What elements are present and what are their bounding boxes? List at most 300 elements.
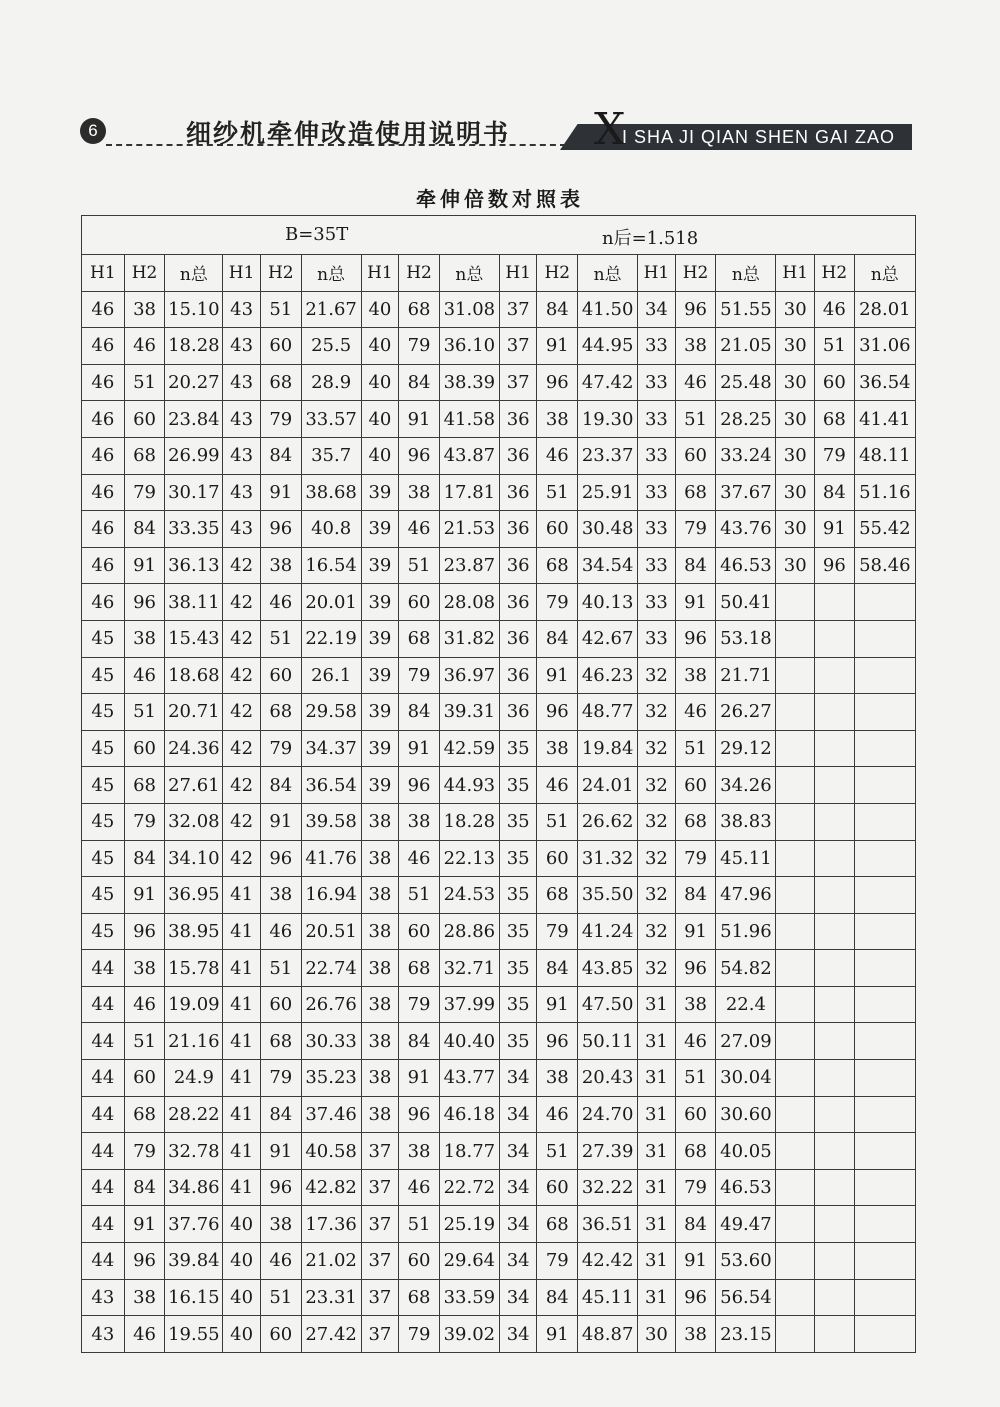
table-cell: 60 — [537, 840, 578, 877]
table-cell — [776, 1169, 815, 1206]
table-cell: 43 — [223, 328, 261, 365]
table-cell: 42.59 — [439, 730, 499, 767]
table-cell: 42.82 — [301, 1169, 361, 1206]
table-cell: 36.54 — [854, 364, 915, 401]
table-cell: 38 — [537, 401, 578, 438]
table-cell: 79 — [399, 657, 440, 694]
table-cell: 40 — [361, 328, 399, 365]
table-cell: 32 — [638, 803, 676, 840]
table-cell: 25.19 — [439, 1206, 499, 1243]
column-header: H2 — [124, 255, 165, 292]
table-cell: 46 — [260, 1243, 301, 1280]
table-cell: 46 — [124, 657, 165, 694]
table-cell: 33 — [638, 474, 676, 511]
table-cell: 68 — [537, 1206, 578, 1243]
table-cell — [854, 877, 915, 914]
table-cell: 33 — [638, 584, 676, 621]
table-cell — [815, 730, 855, 767]
table-cell — [854, 1316, 915, 1353]
table-cell: 41 — [223, 1133, 261, 1170]
table-cell: 41.24 — [578, 913, 638, 950]
table-cell — [776, 1096, 815, 1133]
table-cell: 33 — [638, 511, 676, 548]
table-cell: 34.26 — [716, 767, 776, 804]
table-cell: 51 — [675, 730, 716, 767]
table-cell: 68 — [675, 1133, 716, 1170]
table-cell: 43.85 — [578, 950, 638, 987]
table-cell: 32 — [638, 950, 676, 987]
table-cell — [815, 1169, 855, 1206]
table-cell: 36 — [499, 437, 537, 474]
column-header: n总 — [165, 255, 223, 292]
table-cell: 51.55 — [716, 291, 776, 328]
table-cell: 43 — [223, 291, 261, 328]
table-cell: 31 — [638, 1169, 676, 1206]
table-cell: 84 — [124, 840, 165, 877]
table-cell: 21.53 — [439, 511, 499, 548]
table-cell: 21.16 — [165, 1023, 223, 1060]
table-cell: 84 — [124, 1169, 165, 1206]
table-cell: 84 — [537, 1279, 578, 1316]
table-cell — [854, 767, 915, 804]
table-cell: 32 — [638, 877, 676, 914]
table-cell: 68 — [124, 767, 165, 804]
table-cell: 60 — [260, 986, 301, 1023]
table-cell: 42.42 — [578, 1243, 638, 1280]
table-cell: 30 — [776, 328, 815, 365]
table-cell: 96 — [124, 913, 165, 950]
table-cell: 32 — [638, 840, 676, 877]
table-cell: 38.68 — [301, 474, 361, 511]
table-row — [82, 730, 916, 767]
table-cell: 79 — [675, 511, 716, 548]
table-cell: 28.22 — [165, 1096, 223, 1133]
table-cell: 60 — [260, 1316, 301, 1353]
table-cell: 38 — [361, 950, 399, 987]
table-cell: 60 — [675, 437, 716, 474]
table-cell: 20.51 — [301, 913, 361, 950]
table-cell: 91 — [260, 803, 301, 840]
table-cell: 91 — [675, 584, 716, 621]
table-cell: 45 — [82, 840, 125, 877]
table-cell — [854, 1243, 915, 1280]
table-cell: 51 — [260, 620, 301, 657]
table-cell: 40 — [361, 291, 399, 328]
table-row — [82, 657, 916, 694]
table-cell: 46 — [675, 364, 716, 401]
table-cell: 56.54 — [716, 1279, 776, 1316]
page-number: 6 — [80, 118, 106, 144]
table-cell: 84 — [399, 694, 440, 731]
table-cell: 51.96 — [716, 913, 776, 950]
table-cell — [854, 1169, 915, 1206]
table-cell: 91 — [675, 1243, 716, 1280]
table-cell: 37 — [499, 364, 537, 401]
table-cell: 35 — [499, 803, 537, 840]
table-cell: 27.09 — [716, 1023, 776, 1060]
table-cell: 43 — [223, 401, 261, 438]
table-cell: 46 — [537, 767, 578, 804]
table-cell: 39.31 — [439, 694, 499, 731]
table-cell: 91 — [260, 474, 301, 511]
table-cell: 31 — [638, 1023, 676, 1060]
table-cell — [776, 694, 815, 731]
table-cell: 84 — [537, 950, 578, 987]
table-cell: 26.27 — [716, 694, 776, 731]
table-cell: 34 — [499, 1316, 537, 1353]
table-cell: 35 — [499, 913, 537, 950]
table-cell: 91 — [399, 401, 440, 438]
table-cell: 39 — [361, 511, 399, 548]
table-row — [82, 694, 916, 731]
table-cell: 38 — [361, 1060, 399, 1097]
table-cell: 46 — [399, 511, 440, 548]
table-cell: 33 — [638, 547, 676, 584]
table-cell: 15.78 — [165, 950, 223, 987]
table-cell: 91 — [537, 1316, 578, 1353]
table-cell: 26.1 — [301, 657, 361, 694]
table-cell: 30 — [776, 474, 815, 511]
table-cell: 31.32 — [578, 840, 638, 877]
table-cell: 18.77 — [439, 1133, 499, 1170]
table-cell: 38 — [361, 840, 399, 877]
table-cell: 46 — [82, 328, 125, 365]
column-header: H2 — [675, 255, 716, 292]
table-cell: 44 — [82, 1133, 125, 1170]
table-cell: 50.11 — [578, 1023, 638, 1060]
table-cell: 35.50 — [578, 877, 638, 914]
table-cell: 46 — [82, 511, 125, 548]
column-header-row — [82, 255, 916, 292]
table-cell: 28.86 — [439, 913, 499, 950]
table-cell: 68 — [399, 620, 440, 657]
param-b: B=35T — [285, 224, 349, 245]
table-cell: 22.13 — [439, 840, 499, 877]
table-cell: 19.09 — [165, 986, 223, 1023]
table-cell: 38 — [675, 328, 716, 365]
table-cell: 51 — [124, 364, 165, 401]
table-cell: 16.54 — [301, 547, 361, 584]
table-cell: 43 — [223, 437, 261, 474]
table-row — [82, 1060, 916, 1097]
table-cell: 43 — [82, 1279, 125, 1316]
table-cell: 31.06 — [854, 328, 915, 365]
table-cell: 96 — [399, 767, 440, 804]
table-cell: 20.43 — [578, 1060, 638, 1097]
table-cell: 29.58 — [301, 694, 361, 731]
table-cell: 38 — [260, 1206, 301, 1243]
table-row — [82, 1206, 916, 1243]
table-cell: 46 — [124, 328, 165, 365]
table-cell: 32 — [638, 657, 676, 694]
table-cell: 33 — [638, 620, 676, 657]
table-cell: 40 — [223, 1316, 261, 1353]
table-cell: 38.83 — [716, 803, 776, 840]
table-cell: 48.87 — [578, 1316, 638, 1353]
table-cell: 23.37 — [578, 437, 638, 474]
table-cell: 43 — [223, 364, 261, 401]
table-cell: 24.53 — [439, 877, 499, 914]
table-cell: 18.28 — [165, 328, 223, 365]
table-cell: 38 — [124, 1279, 165, 1316]
table-cell: 40.05 — [716, 1133, 776, 1170]
table-cell: 28.01 — [854, 291, 915, 328]
table-cell: 20.71 — [165, 694, 223, 731]
table-cell: 37.76 — [165, 1206, 223, 1243]
table-cell: 45 — [82, 877, 125, 914]
table-cell — [815, 877, 855, 914]
table-row — [82, 328, 916, 365]
table-cell: 38 — [361, 913, 399, 950]
table-row — [82, 1023, 916, 1060]
table-cell: 38 — [675, 986, 716, 1023]
table-cell — [815, 584, 855, 621]
table-cell: 91 — [124, 877, 165, 914]
table-cell: 45 — [82, 620, 125, 657]
table-cell: 38 — [361, 1023, 399, 1060]
table-cell: 39 — [361, 657, 399, 694]
table-cell: 60 — [399, 913, 440, 950]
table-cell: 53.18 — [716, 620, 776, 657]
table-cell: 30.48 — [578, 511, 638, 548]
table-cell: 31.08 — [439, 291, 499, 328]
table-cell: 45.11 — [578, 1279, 638, 1316]
table-cell — [854, 1060, 915, 1097]
table-cell — [815, 913, 855, 950]
table-cell: 96 — [260, 840, 301, 877]
table-cell: 22.72 — [439, 1169, 499, 1206]
table-cell: 46.53 — [716, 1169, 776, 1206]
table-cell: 39.84 — [165, 1243, 223, 1280]
table-cell: 42 — [223, 657, 261, 694]
table-cell: 79 — [537, 1243, 578, 1280]
column-header: n总 — [716, 255, 776, 292]
table-cell — [776, 1243, 815, 1280]
table-row — [82, 584, 916, 621]
table-cell: 68 — [399, 950, 440, 987]
table-cell: 31 — [638, 1279, 676, 1316]
column-header: H1 — [499, 255, 537, 292]
table-cell: 46 — [399, 1169, 440, 1206]
table-row — [82, 877, 916, 914]
table-row — [82, 291, 916, 328]
table-cell: 33.35 — [165, 511, 223, 548]
table-cell: 31 — [638, 1060, 676, 1097]
table-cell: 44 — [82, 1243, 125, 1280]
table-cell: 30 — [776, 364, 815, 401]
table-cell: 40 — [361, 437, 399, 474]
table-cell: 79 — [399, 986, 440, 1023]
table-cell: 68 — [399, 291, 440, 328]
table-cell — [854, 950, 915, 987]
table-cell: 84 — [124, 511, 165, 548]
table-cell: 41 — [223, 877, 261, 914]
table-cell — [854, 1096, 915, 1133]
table-cell: 44.93 — [439, 767, 499, 804]
table-cell — [815, 950, 855, 987]
table-cell: 41 — [223, 1060, 261, 1097]
table-cell: 96 — [537, 364, 578, 401]
table-cell: 91 — [124, 547, 165, 584]
table-cell: 32.71 — [439, 950, 499, 987]
table-cell: 68 — [260, 1023, 301, 1060]
table-cell: 96 — [815, 547, 855, 584]
table-cell: 49.47 — [716, 1206, 776, 1243]
table-cell: 30.33 — [301, 1023, 361, 1060]
table-cell: 41 — [223, 986, 261, 1023]
table-cell: 31 — [638, 1133, 676, 1170]
column-header: n总 — [578, 255, 638, 292]
table-cell: 17.81 — [439, 474, 499, 511]
table-cell: 51 — [537, 1133, 578, 1170]
table-cell: 44 — [82, 1023, 125, 1060]
table-cell: 91 — [399, 1060, 440, 1097]
table-cell: 27.42 — [301, 1316, 361, 1353]
table-cell: 37 — [361, 1316, 399, 1353]
table-cell: 41.50 — [578, 291, 638, 328]
table-cell: 35 — [499, 767, 537, 804]
table-cell: 18.68 — [165, 657, 223, 694]
table-cell: 42 — [223, 767, 261, 804]
table-cell — [776, 584, 815, 621]
table-cell: 51.16 — [854, 474, 915, 511]
table-cell: 21.02 — [301, 1243, 361, 1280]
table-cell: 42 — [223, 547, 261, 584]
table-row — [82, 986, 916, 1023]
table-cell: 43.76 — [716, 511, 776, 548]
table-cell: 44 — [82, 986, 125, 1023]
table-cell: 68 — [260, 364, 301, 401]
table-cell: 38 — [124, 291, 165, 328]
table-cell: 38.95 — [165, 913, 223, 950]
table-cell: 40 — [223, 1243, 261, 1280]
table-row — [82, 364, 916, 401]
table-cell: 79 — [675, 840, 716, 877]
table-cell: 35 — [499, 1023, 537, 1060]
table-cell: 44 — [82, 950, 125, 987]
table-cell: 84 — [260, 1096, 301, 1133]
table-cell: 27.39 — [578, 1133, 638, 1170]
table-cell — [854, 1206, 915, 1243]
table-cell: 46 — [537, 437, 578, 474]
table-cell: 30 — [776, 291, 815, 328]
table-cell — [815, 767, 855, 804]
table-cell: 40 — [361, 401, 399, 438]
table-cell — [815, 1060, 855, 1097]
table-cell: 42 — [223, 730, 261, 767]
table-cell: 68 — [815, 401, 855, 438]
table-cell: 79 — [537, 584, 578, 621]
table-row — [82, 474, 916, 511]
table-cell: 46 — [815, 291, 855, 328]
table-cell: 84 — [675, 877, 716, 914]
table-cell: 33 — [638, 437, 676, 474]
table-cell: 41 — [223, 1096, 261, 1133]
table-cell — [776, 730, 815, 767]
table-cell: 91 — [124, 1206, 165, 1243]
table-cell: 91 — [537, 986, 578, 1023]
table-cell: 39 — [361, 584, 399, 621]
table-cell: 32.22 — [578, 1169, 638, 1206]
page-header — [0, 100, 1000, 160]
table-cell: 84 — [537, 620, 578, 657]
table-cell: 51 — [537, 474, 578, 511]
table-cell: 21.67 — [301, 291, 361, 328]
table-row — [82, 1096, 916, 1133]
table-cell: 51 — [260, 291, 301, 328]
table-cell — [815, 1279, 855, 1316]
table-cell: 51 — [675, 1060, 716, 1097]
table-cell: 20.27 — [165, 364, 223, 401]
table-cell: 46 — [537, 1096, 578, 1133]
table-cell: 34.54 — [578, 547, 638, 584]
table-cell: 51 — [399, 547, 440, 584]
table-cell: 36.13 — [165, 547, 223, 584]
table-cell — [854, 694, 915, 731]
table-cell: 23.84 — [165, 401, 223, 438]
table-cell: 37 — [361, 1279, 399, 1316]
table-cell: 51 — [815, 328, 855, 365]
table-cell: 36 — [499, 694, 537, 731]
table-cell: 42 — [223, 840, 261, 877]
table-cell: 34 — [638, 291, 676, 328]
table-cell: 32 — [638, 767, 676, 804]
table-cell: 45 — [82, 730, 125, 767]
table-cell: 35.7 — [301, 437, 361, 474]
table-cell: 51 — [260, 950, 301, 987]
table-cell — [815, 1316, 855, 1353]
table-cell: 42 — [223, 620, 261, 657]
table-cell: 45 — [82, 803, 125, 840]
table-cell: 30 — [776, 547, 815, 584]
table-cell: 22.4 — [716, 986, 776, 1023]
table-cell: 33.59 — [439, 1279, 499, 1316]
table-cell: 91 — [675, 913, 716, 950]
table-cell: 68 — [537, 877, 578, 914]
table-cell: 84 — [675, 547, 716, 584]
table-cell: 38 — [361, 877, 399, 914]
table-cell: 68 — [675, 803, 716, 840]
table-cell: 34 — [499, 1096, 537, 1133]
column-header: H1 — [361, 255, 399, 292]
table-cell: 60 — [124, 730, 165, 767]
table-cell: 46 — [82, 291, 125, 328]
table-cell: 41 — [223, 1169, 261, 1206]
table-cell — [776, 767, 815, 804]
table-cell — [776, 913, 815, 950]
table-cell: 91 — [537, 328, 578, 365]
table-cell: 37 — [361, 1243, 399, 1280]
table-cell — [815, 1023, 855, 1060]
table-cell — [815, 1096, 855, 1133]
table-cell: 96 — [537, 694, 578, 731]
table-cell: 36 — [499, 401, 537, 438]
table-cell — [815, 657, 855, 694]
table-cell: 36.54 — [301, 767, 361, 804]
table-cell: 51 — [537, 803, 578, 840]
table-cell: 36 — [499, 620, 537, 657]
table-cell: 44.95 — [578, 328, 638, 365]
table-cell: 46 — [82, 474, 125, 511]
table-cell: 46.18 — [439, 1096, 499, 1133]
table-cell: 46 — [124, 1316, 165, 1353]
table-cell — [815, 1133, 855, 1170]
table-cell: 36.97 — [439, 657, 499, 694]
table-cell: 18.28 — [439, 803, 499, 840]
table-cell — [776, 877, 815, 914]
table-cell: 40 — [361, 364, 399, 401]
table-cell: 25.5 — [301, 328, 361, 365]
